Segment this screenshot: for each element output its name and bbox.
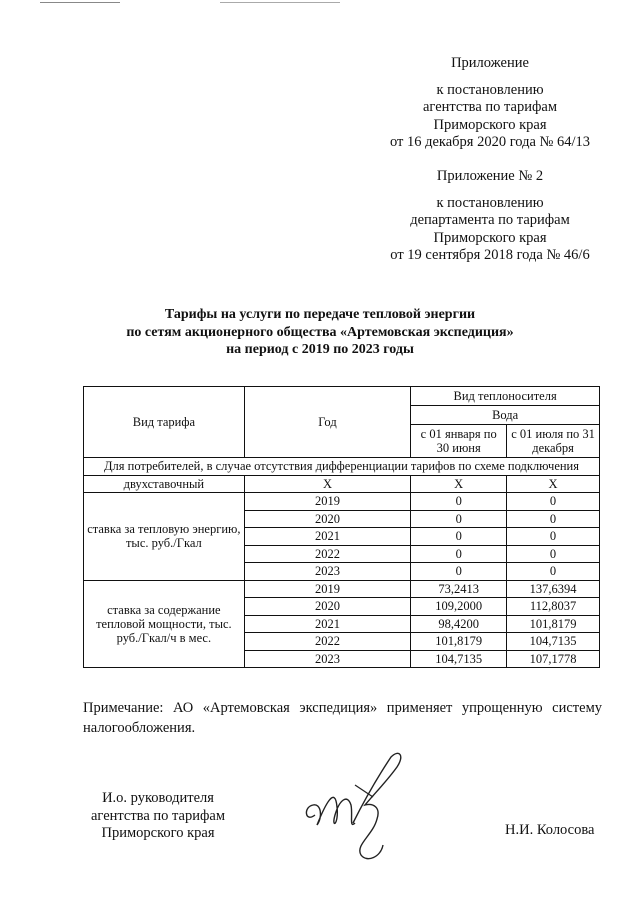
annex-line: департамента по тарифам xyxy=(410,212,570,228)
annex-title: Приложение № 2 xyxy=(436,168,544,184)
annex-line: от 16 декабря 2020 года № 64/13 xyxy=(389,134,591,150)
annex-title: Приложение xyxy=(451,55,529,71)
table-cell: 0 xyxy=(507,493,600,511)
signatory-line: агентства по тарифам xyxy=(91,807,225,824)
title-line: на период с 2019 по 2023 годы xyxy=(226,342,414,357)
table-cell: 2023 xyxy=(244,650,411,668)
table-cell: 2022 xyxy=(244,545,411,563)
table-cell: X xyxy=(507,475,600,493)
signatory-line: И.о. руководителя xyxy=(102,790,214,806)
table-cell: 2020 xyxy=(244,598,411,616)
header-period-1: с 01 января по 30 июня xyxy=(411,425,507,458)
table-cell: X xyxy=(411,475,507,493)
header-tariff-type: Вид тарифа xyxy=(84,387,245,458)
table-cell: 101,8179 xyxy=(507,615,600,633)
note-paragraph: Примечание: АО «Артемовская экспедиция» применяет упрощенную систему налогообложения. xyxy=(83,700,602,736)
table-cell: 104,7135 xyxy=(411,650,507,668)
table-cell: 2020 xyxy=(244,510,411,528)
title-line: по сетям акционерного общества «Артемовская экспедиция» xyxy=(126,324,514,340)
table-cell: 0 xyxy=(411,528,507,546)
signatory-title xyxy=(78,790,238,843)
table-cell: 2023 xyxy=(244,563,411,581)
annex-header-2 xyxy=(370,168,610,265)
table-cell: 2019 xyxy=(244,580,411,598)
annex-line: Приморского края xyxy=(433,116,547,133)
handwritten-signature xyxy=(295,745,425,865)
table-cell: 0 xyxy=(411,563,507,581)
table-cell: 98,4200 xyxy=(411,615,507,633)
scan-edge-line xyxy=(220,2,340,3)
table-cell: 2021 xyxy=(244,615,411,633)
table-cell: 2019 xyxy=(244,493,411,511)
table-cell: 109,2000 xyxy=(411,598,507,616)
table-cell: 0 xyxy=(411,510,507,528)
energy-rate-label: ставка за тепловую энергию, тыс. руб./Гкал xyxy=(84,493,245,581)
tariffs-table xyxy=(83,386,600,668)
table-cell: 101,8179 xyxy=(411,633,507,651)
table-cell: 0 xyxy=(507,563,600,581)
annex-line: агентства по тарифам xyxy=(423,99,557,115)
consumers-row: Для потребителей, в случае отсутствия дифференциации тарифов по схеме подключения xyxy=(84,458,600,476)
annex-line: Приморского края xyxy=(433,229,547,246)
table-cell: 73,2413 xyxy=(411,580,507,598)
table-cell: 2022 xyxy=(244,633,411,651)
annex-line: к постановлению xyxy=(436,81,544,98)
annex-line: от 19 сентября 2018 года № 46/6 xyxy=(390,247,590,263)
table-cell: X xyxy=(244,475,411,493)
table-cell: 0 xyxy=(507,510,600,528)
header-water: Вода xyxy=(411,406,600,425)
scan-edge-line xyxy=(40,2,120,3)
header-carrier: Вид теплоносителя xyxy=(411,387,600,406)
table-cell: 0 xyxy=(507,528,600,546)
two-part-label: двухставочный xyxy=(84,475,245,493)
table-cell: 0 xyxy=(507,545,600,563)
table-cell: 107,1778 xyxy=(507,650,600,668)
table-cell: 137,6394 xyxy=(507,580,600,598)
table-cell: 104,7135 xyxy=(507,633,600,651)
table-cell: 0 xyxy=(411,545,507,563)
table-cell: 0 xyxy=(411,493,507,511)
annex-header-1 xyxy=(370,55,610,152)
table-cell: 2021 xyxy=(244,528,411,546)
signatory-line: Приморского края xyxy=(101,825,215,841)
table-cell: 112,8037 xyxy=(507,598,600,616)
header-period-2: с 01 июля по 31 декабря xyxy=(507,425,600,458)
title-line: Тарифы на услуги по передаче тепловой энергии xyxy=(164,307,476,322)
capacity-rate-label: ставка за содержание тепловой мощности, тыс. руб./Гкал/ч в мес. xyxy=(84,580,245,668)
header-year: Год xyxy=(244,387,411,458)
document-title xyxy=(60,306,580,359)
signatory-name: Н.И. Колосова xyxy=(505,822,595,838)
annex-line: к постановлению xyxy=(436,194,544,211)
